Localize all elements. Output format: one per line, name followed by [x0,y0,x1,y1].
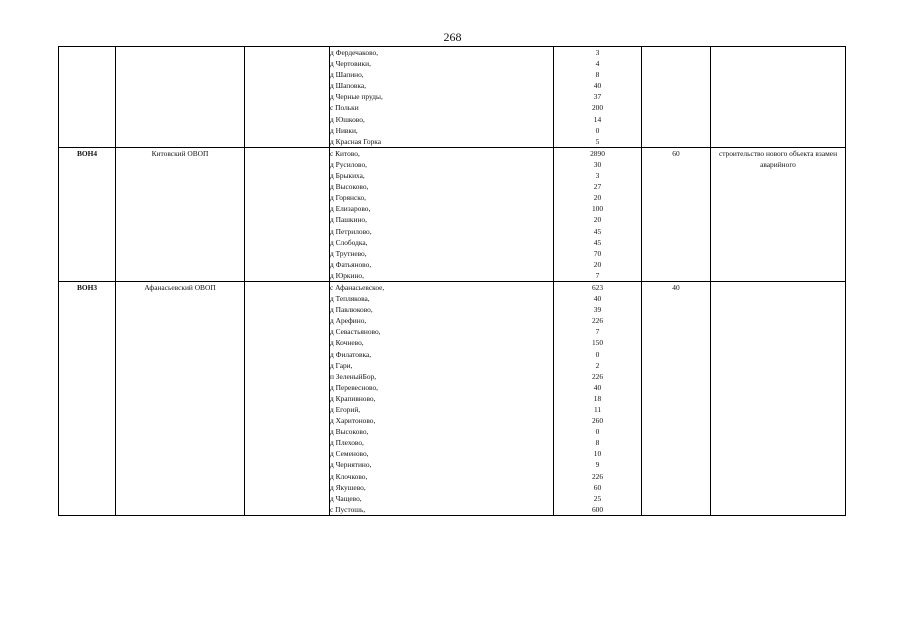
settlements-cell [330,47,554,148]
population-value: 70 [593,248,602,258]
population-value: 45 [593,237,602,247]
settlement-name: д Высоково, [330,182,369,192]
population-value: 60 [593,482,602,492]
population-value: 3 [595,171,600,181]
population-value: 39 [593,305,602,315]
table-row [59,281,846,515]
table-row [59,47,846,148]
settlement-name: д Филатовка, [330,349,372,359]
settlement-name: д Чащево, [330,493,362,503]
settlement-name: д Фатьяново, [330,259,372,269]
population-value: 45 [593,226,602,236]
population-value: 11 [593,405,602,414]
settlements-cell [330,147,554,281]
population-value: 2890 [590,148,605,158]
table-row [59,147,846,281]
population-value: 30 [593,159,602,169]
population-value: 25 [593,493,602,503]
settlement-name: д Русилово, [330,159,368,169]
empty-cell [245,281,330,515]
settlement-name: д Севастьяново, [330,327,381,337]
population-value: 600 [591,504,604,514]
population-value: 37 [593,92,602,102]
population-value: 226 [591,371,604,381]
population-value: 20 [593,215,602,225]
population-value: 200 [591,103,604,113]
population-value: 9 [595,460,600,470]
settlement-name: д Гари, [330,360,353,370]
settlement-name: д Харитоново, [330,416,376,426]
facility-code [59,47,116,148]
organization-name [116,47,245,148]
settlement-name: д Семеново, [330,449,369,459]
note-cell [711,281,846,515]
population-value: 8 [595,70,600,80]
settlement-name: д Петрилово, [330,226,372,236]
note-text: строительство нового объекта взамен аварийного [718,148,838,169]
settlement-name: д Пашкино, [330,215,367,225]
population-value: 4 [595,59,600,69]
population-value: 150 [591,338,604,348]
population-value: 40 [593,382,602,392]
settlement-name: д Шаповка, [330,81,366,91]
settlements-cell [330,281,554,515]
settlement-name: д Павлюково, [330,305,373,315]
population-value: 226 [591,471,604,481]
population-value: 0 [595,427,600,437]
settlement-name: д Слободка, [330,237,368,247]
organization-name: Китовский ОВОП [116,147,245,281]
population-value: 623 [591,282,604,292]
population-value: 5 [595,136,600,146]
population-value: 100 [591,204,604,214]
facility-code: ВОН3 [59,281,116,515]
settlement-name: д Крапивново, [330,393,376,403]
settlement-name: д Кочнево, [330,338,364,348]
document-table [58,46,846,516]
empty-cell [245,147,330,281]
facility-code: ВОН4 [59,147,116,281]
settlement-name: с Польки [330,103,359,113]
settlement-name: д Нивки, [330,125,358,135]
settlement-name: с Китово, [330,148,360,158]
population-cell [554,281,642,515]
population-value: 40 [593,81,602,91]
settlement-name: д Елизарово, [330,204,371,214]
settlement-name: д Шапино, [330,70,364,80]
settlement-name: д Трутнево, [330,248,367,258]
population-value: 260 [591,416,604,426]
settlement-name: д Красная Горка [330,136,382,146]
population-value: 2 [595,360,600,370]
population-value: 0 [595,125,600,135]
settlement-name: д Юшково, [330,114,365,124]
capacity-value [642,47,711,148]
population-value: 10 [593,449,602,459]
population-value: 8 [595,438,600,448]
settlement-name: д Высоково, [330,427,369,437]
settlement-name: д Якушево, [330,482,366,492]
settlement-name: д Плехово, [330,438,364,448]
empty-cell [245,47,330,148]
population-value: 40 [593,294,602,304]
population-value: 27 [593,182,602,192]
settlement-name: д Фердечаково, [330,48,379,57]
settlement-name: д Чернятино, [330,460,372,470]
population-cell [554,147,642,281]
population-value: 20 [593,193,602,203]
settlement-name: п ЗеленыйБор, [330,371,377,381]
settlement-name: д Чертовики, [330,59,371,69]
page-number: 268 [443,30,462,44]
settlement-name: д Юркино, [330,270,364,280]
population-value: 7 [595,327,600,337]
settlement-name: с Афанасьевское, [330,282,385,292]
population-value: 18 [593,393,602,403]
settlement-name: д Брыкиха, [330,171,365,181]
settlement-name: с Пустошь, [330,504,366,514]
population-value: 226 [591,316,604,326]
settlement-name: д Клочково, [330,471,368,481]
capacity-value: 40 [642,281,711,515]
settlement-name: д Горянско, [330,193,367,203]
population-value: 20 [593,259,602,269]
settlement-name: д Перевесново, [330,382,379,392]
capacity-value: 60 [642,147,711,281]
note-cell [711,47,846,148]
settlement-name: д Егорий, [330,405,361,414]
organization-name: Афанасьевский ОВОП [116,281,245,515]
population-value: 0 [595,349,600,359]
settlement-name: д Арефино, [330,316,367,326]
population-value: 3 [595,48,600,57]
settlement-name: д Черные пруды, [330,92,383,102]
population-value: 7 [595,270,600,280]
population-cell [554,47,642,148]
settlement-name: д Теплякова, [330,294,370,304]
note-cell [711,147,846,281]
population-value: 14 [593,114,602,124]
